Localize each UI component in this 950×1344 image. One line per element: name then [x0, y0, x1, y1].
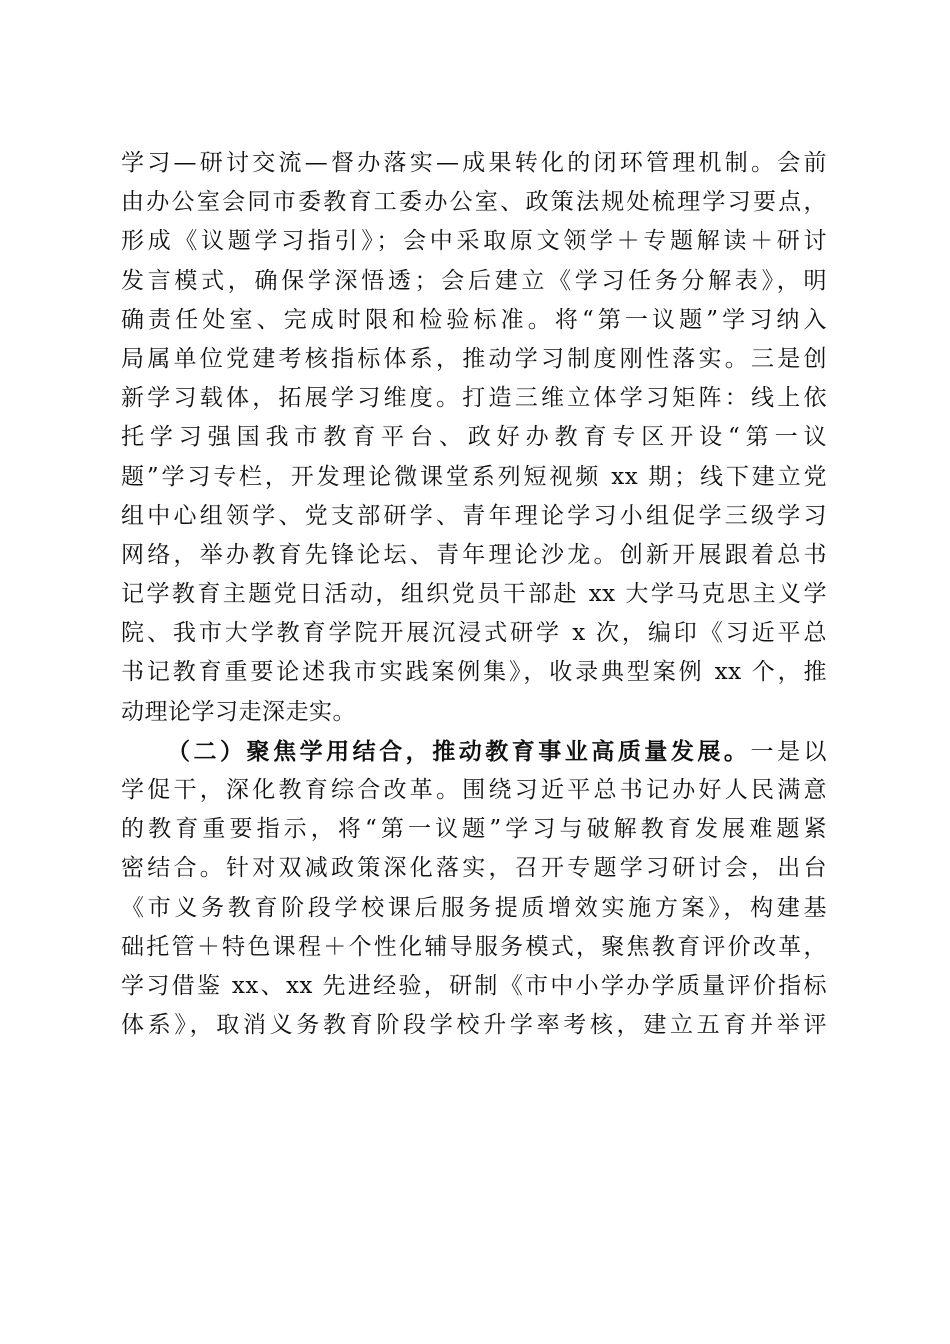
document-body — [121, 144, 827, 1045]
text-line: 书记教育重要论述我市实践案例集》，收录典型案例 xx 个，推 — [121, 659, 827, 686]
text-line: 形成《议题学习指引》；会中采取原文领学＋专题解读＋研讨 — [121, 228, 827, 255]
text-line: 学促干，深化教育综合改革。围绕习近平总书记办好人民满意 — [121, 777, 827, 803]
text-line: 网络，举办教育先锋论坛、青年理论沙龙。创新开展跟着总书 — [121, 541, 827, 568]
text-line: 记学教育主题党日活动，组织党员干部赴 xx 大学马克思主义学 — [121, 581, 827, 608]
paragraph-1 — [121, 144, 827, 732]
section-heading: （二）聚焦学用结合，推动教育事业高质量发展。 — [167, 737, 751, 765]
text-line: 确责任处室、完成时限和检验标准。将“第一议题”学习纳入 — [121, 306, 827, 333]
text-line: 的教育重要指示，将“第一议题”学习与破解教育发展难题紧 — [121, 816, 827, 843]
text-line: 组中心组领学、党支部研学、青年理论学习小组促学三级学习 — [121, 502, 827, 529]
text-line — [121, 732, 827, 771]
text-line: 发言模式，确保学深悟透；会后建立《学习任务分解表》，明 — [121, 267, 827, 294]
text-line: 由办公室会同市委教育工委办公室、政策法规处梳理学习要点， — [121, 189, 827, 216]
text-line: 题”学习专栏，开发理论微课堂系列短视频 xx 期；线下建立党 — [121, 463, 827, 490]
text-line: 托学习强国我市教育平台、政好办教育专区开设“第一议 — [121, 424, 827, 451]
text-line: 体系》，取消义务教育阶段学校升学率考核，建立五育并举评 — [121, 1012, 827, 1039]
text-line: 院、我市大学教育学院开展沉浸式研学 x 次，编印《习近平总 — [121, 620, 827, 647]
text-line: 动理论学习走深走实。 — [121, 698, 356, 725]
text-line: 学习—研讨交流—督办落实—成果转化的闭环管理机制。会前 — [121, 150, 827, 176]
text-line: 础托管＋特色课程＋个性化辅导服务模式，聚焦教育评价改革， — [121, 933, 827, 960]
paragraph-2 — [121, 732, 827, 1046]
text-line: 《市义务教育阶段学校课后服务提质增效实施方案》，构建基 — [121, 894, 827, 921]
text-line: 密结合。针对双减政策深化落实，召开专题学习研讨会，出台 — [121, 855, 827, 882]
text-line: 学习借鉴 xx、xx 先进经验，研制《市中小学办学质量评价指标 — [121, 972, 827, 999]
text-line: 新学习载体，拓展学习维度。打造三维立体学习矩阵：线上依 — [121, 385, 827, 412]
text-line: 局属单位党建考核指标体系，推动学习制度刚性落实。三是创 — [121, 345, 827, 372]
heading-continuation: 一是以 — [750, 738, 828, 765]
